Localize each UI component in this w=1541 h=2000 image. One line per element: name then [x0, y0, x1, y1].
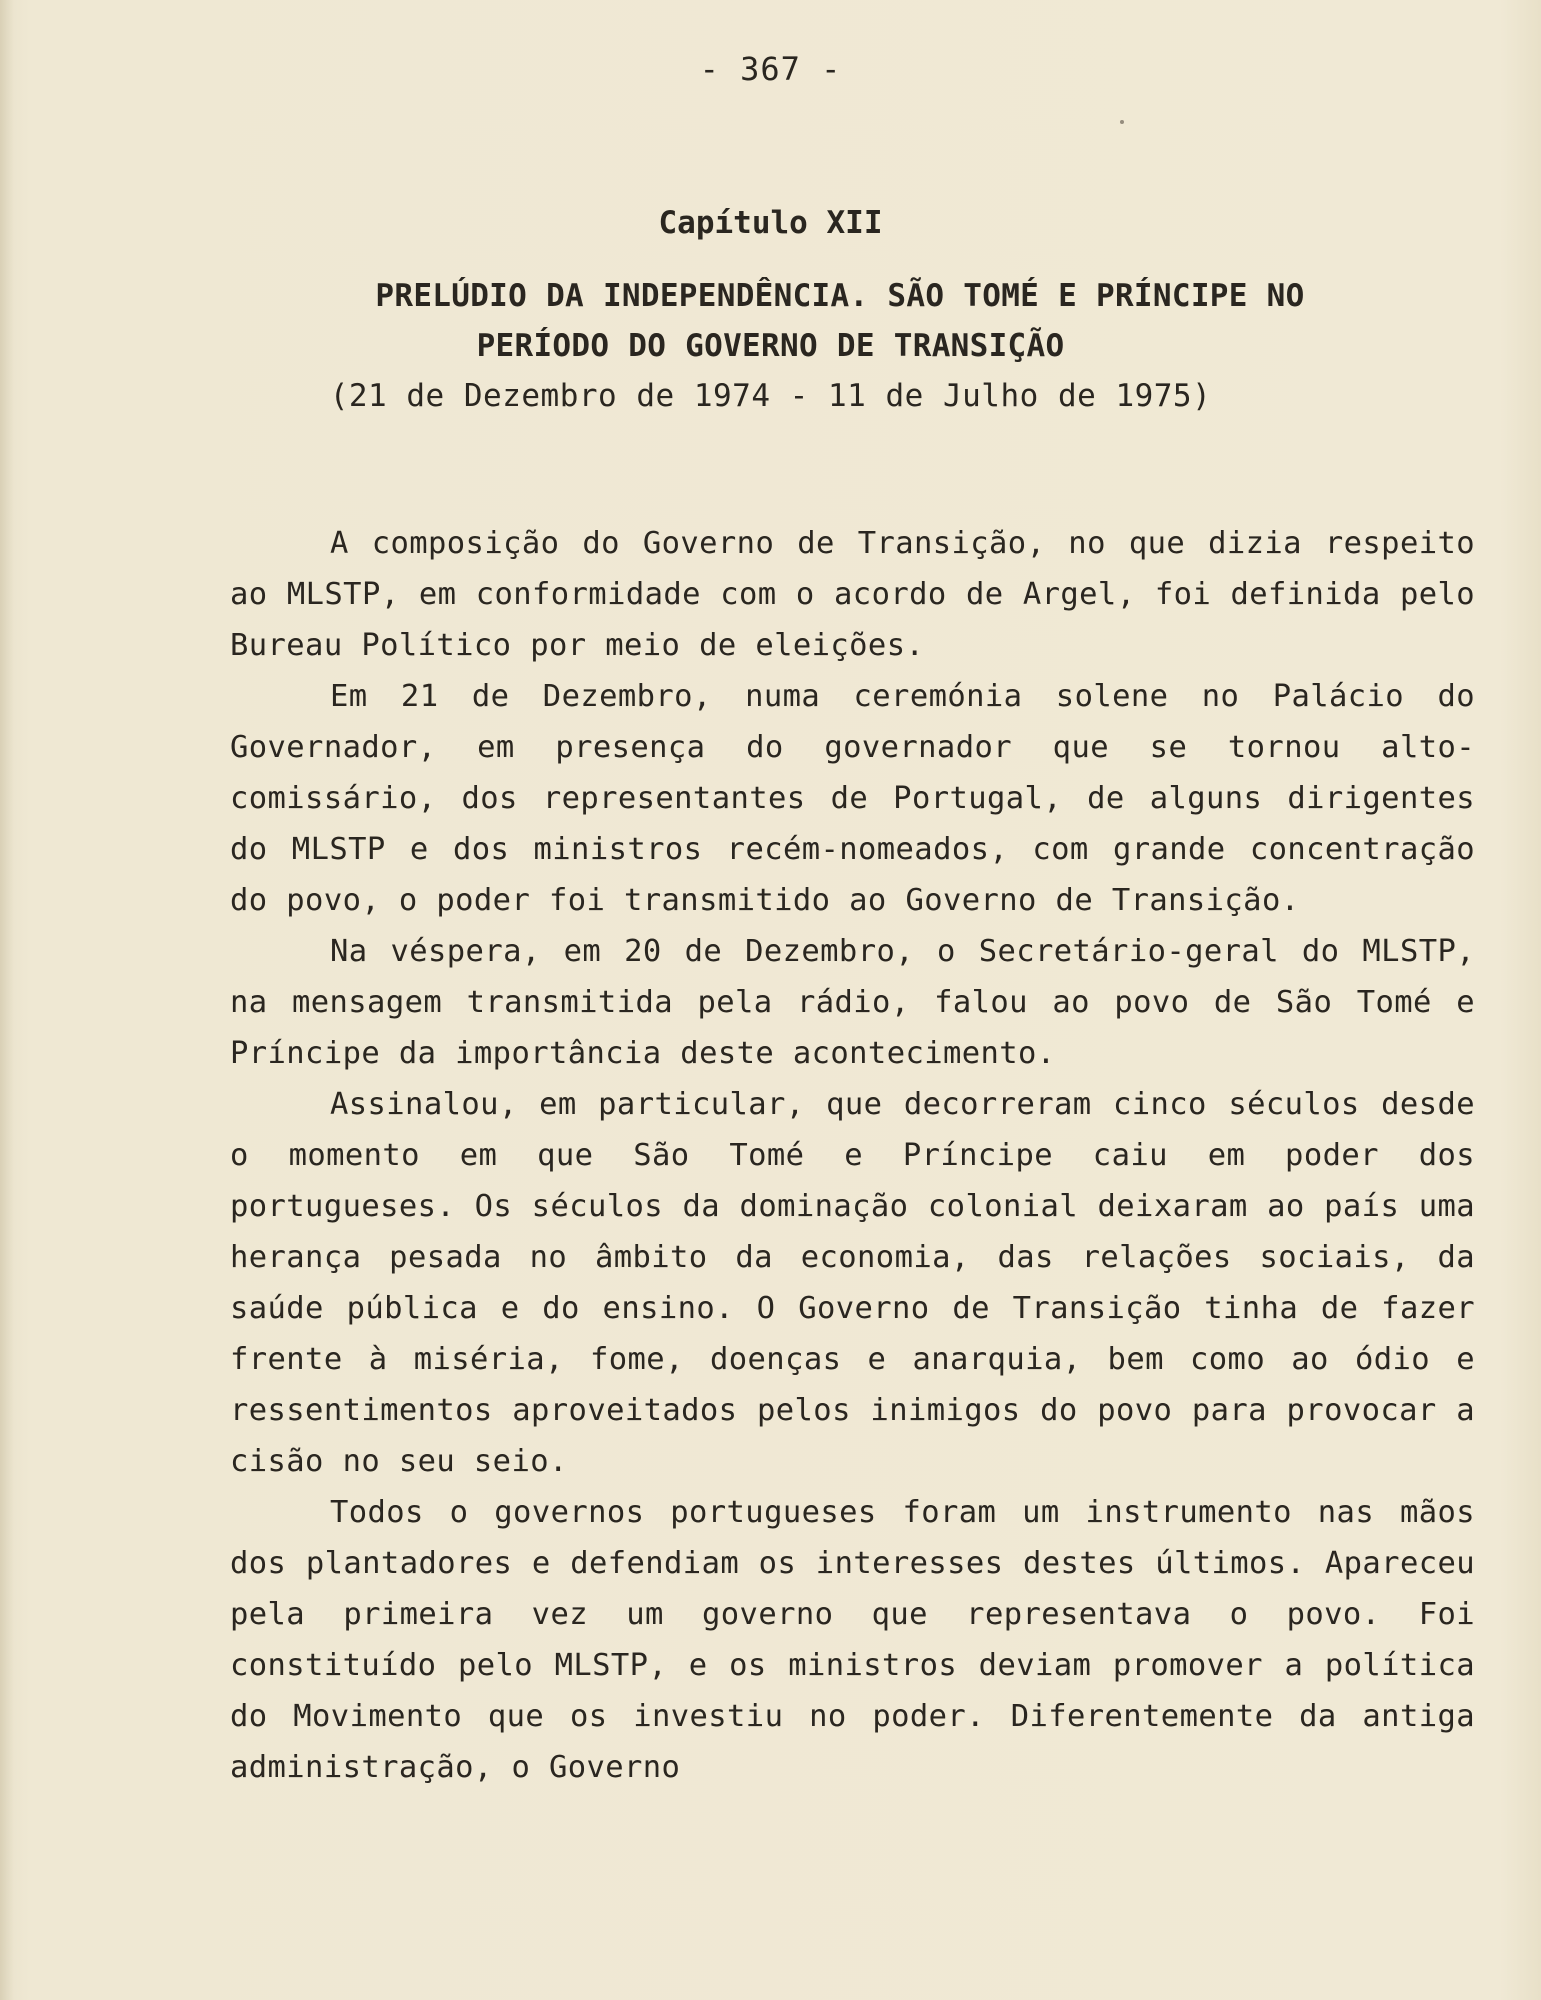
paragraph: Assinalou, em particular, que decorreram cinco séculos desde o momento em que São Tomé e Príncipe caiu em poder dos portugueses. Os séculos da dominação colonial deixaram ao país uma herança pesada no âmbito da economia, das relações sociais, da saúde pública e do ensino. O Governo de Transição tinha de fazer frente à miséria, fome, doenças e anarquia, bem como ao ódio e ressentimentos aproveitados pelos inimigos do povo para provocar a cisão no seu seio. — [230, 1087, 1475, 1479]
paper-stain — [1120, 120, 1124, 124]
chapter-title-line-2: PERÍODO DO GOVERNO DE TRANSIÇÃO — [476, 328, 1065, 364]
chapter-heading: Capítulo XII — [658, 205, 883, 241]
body-text — [230, 518, 1475, 1793]
page-number: - 367 - — [699, 50, 842, 88]
chapter-date-range: (21 de Dezembro de 1974 - 11 de Julho de 1975) — [329, 378, 1212, 414]
paragraph: Todos o governos portugueses foram um instrumento nas mãos dos plantadores e defendiam os interesses destes últimos. Apareceu pela primeira vez um governo que representava o povo. Foi constituído pelo MLSTP, e os ministros deviam promover a política do Movimento que os investiu no poder. Diferentemente da antiga administração, o Governo — [230, 1495, 1475, 1785]
paragraph: A composição do Governo de Transição, no que dizia respeito ao MLSTP, em conformidade com o acordo de Argel, foi definida pelo Bureau Político por meio de eleições. — [230, 526, 1475, 663]
paragraph: Em 21 de Dezembro, numa ceremónia solene no Palácio do Governador, em presença do governador que se tornou alto-comissário, dos representantes de Portugal, de alguns dirigentes do MLSTP e dos ministros recém-nomeados, com grande concentração do povo, o poder foi transmitido ao Governo de Transição. — [230, 679, 1475, 918]
chapter-title-line-1: PRELÚDIO DA INDEPENDÊNCIA. SÃO TOMÉ E PRÍNCIPE NO — [375, 278, 1305, 314]
paragraph: Na véspera, em 20 de Dezembro, o Secretário-geral do MLSTP, na mensagem transmitida pela rádio, falou ao povo de São Tomé e Príncipe da importância deste acontecimento. — [230, 934, 1475, 1071]
